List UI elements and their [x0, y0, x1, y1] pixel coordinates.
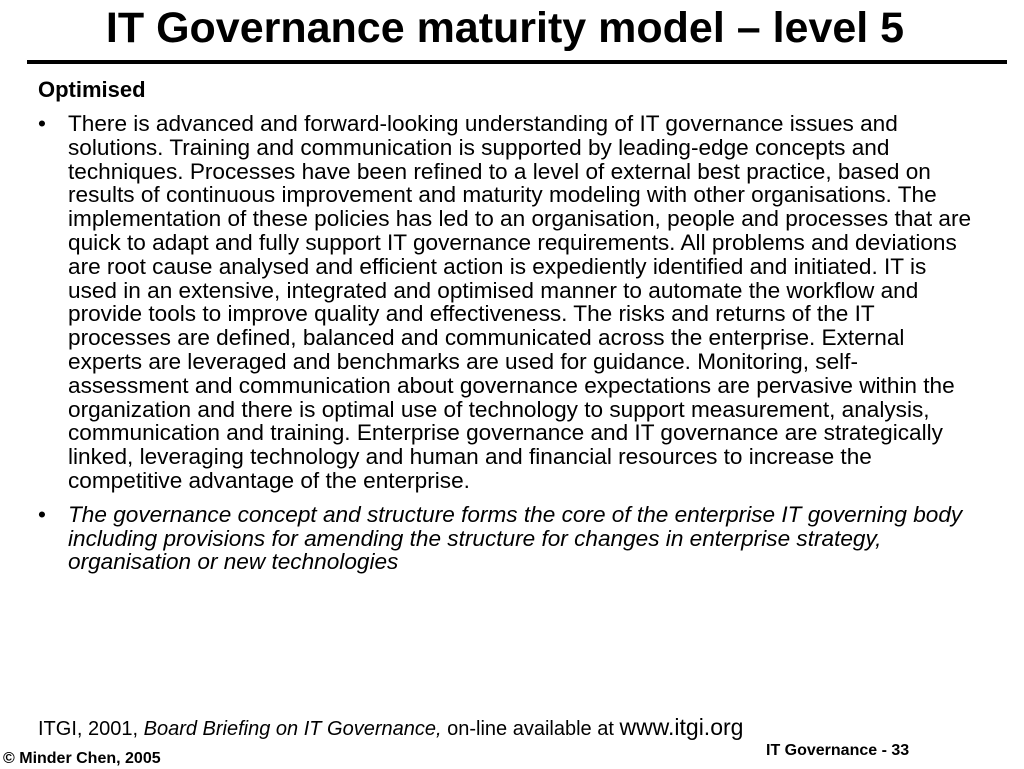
page-number-footer: IT Governance - 33 [766, 742, 910, 759]
source-reference [38, 714, 743, 742]
reference-url-link[interactable]: www.itgi.org [619, 714, 744, 740]
subheading: Optimised [38, 77, 146, 102]
bullet-text: There is advanced and forward-looking understanding of IT governance issues and solutions. Training and communication is supported by leading-edge concepts and techniques. Processes have been refined to a level of external best practice, based on results of continuous improvement and maturity modeling with other organisations. The implementation of these policies has led to an organisation, people and processes that are quick to adapt and fully support IT governance requirements. All problems and deviations are root cause analysed and efficient action is expediently identified and initiated. IT is used in an extensive, integrated and optimised manner to automate the workflow and provide tools to improve quality and effectiveness. The risks and returns of the IT processes are defined, balanced and communicated across the enterprise. External experts are leveraged and benchmarks are used for guidance. Monitoring, self-assessment and communication about governance expectations are pervasive within the organization and there is optimal use of technology to support measurement, analysis, communication and training. Enterprise governance and IT governance are strategically linked, leveraging technology and human and financial resources to increase the competitive advantage of the enterprise. [68, 111, 972, 493]
reference-middle: on-line available at [441, 718, 620, 740]
bullet-dot-icon: • [38, 111, 46, 136]
bullet-item-governance-concept [38, 503, 978, 574]
slide-title: IT Governance maturity model – level 5 [105, 4, 905, 52]
title-divider [27, 60, 1007, 64]
reference-prefix: ITGI, 2001, [38, 718, 144, 740]
copyright-footer: © Minder Chen, 2005 [3, 750, 161, 767]
bullet-list [38, 112, 978, 574]
bullet-text: The governance concept and structure forms the core of the enterprise IT governing body including provisions for amending the structure for changes in enterprise strategy, organisation or new technologies [68, 501, 963, 575]
bullet-dot-icon: • [38, 501, 46, 527]
bullet-item-description [38, 112, 978, 493]
reference-title: Board Briefing on IT Governance, [143, 718, 442, 740]
